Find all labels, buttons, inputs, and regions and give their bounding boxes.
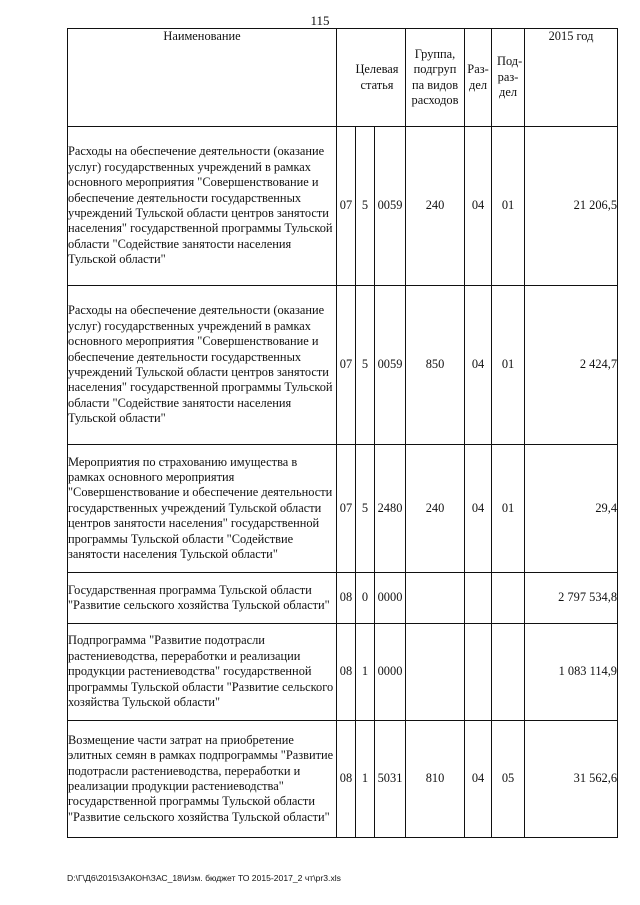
row-cs1: 08	[337, 721, 356, 838]
row-group: 850	[406, 286, 465, 445]
header-row	[68, 29, 618, 127]
header-name: Наименование	[68, 29, 337, 127]
header-group: Группа, подгруп па видов расходов	[406, 29, 465, 127]
row-subsection: 01	[492, 286, 525, 445]
row-subsection: 01	[492, 127, 525, 286]
row-amount: 21 206,5	[525, 127, 618, 286]
table-row	[68, 624, 618, 721]
row-section: 04	[465, 721, 492, 838]
row-group	[406, 624, 465, 721]
row-group: 240	[406, 445, 465, 573]
row-name: Мероприятия по страхованию имущества в рамках основного мероприятия "Совершенствование и обеспечение деятельности государственных учреждений Тульской области центров занятости населения" государственной программы Тульской области "Содействие занятости населения Тульской области"	[68, 445, 337, 573]
row-section: 04	[465, 127, 492, 286]
row-cs3: 5031	[375, 721, 406, 838]
header-year: 2015 год	[525, 29, 618, 127]
header-section: Раз- дел	[465, 29, 492, 127]
table-row	[68, 573, 618, 624]
row-subsection: 05	[492, 721, 525, 838]
table-row	[68, 286, 618, 445]
row-cs2: 0	[356, 573, 375, 624]
row-amount: 29,4	[525, 445, 618, 573]
row-section	[465, 573, 492, 624]
row-name: Расходы на обеспечение деятельности (оказание услуг) государственных учреждений в рамках основного мероприятия "Совершенствование и обеспечение деятельности государственных учреждений Тульской области центров занятости населения" государственной программы Тульской области "Содействие занятости населения Тульской области"	[68, 127, 337, 286]
row-section: 04	[465, 286, 492, 445]
header-subsection: Под- раз- дел	[492, 29, 525, 127]
row-cs2: 5	[356, 286, 375, 445]
row-section: 04	[465, 445, 492, 573]
row-name: Возмещение части затрат на приобретение элитных семян в рамках подпрограммы "Развитие подотрасли растениеводства, переработки и реализации продукции растениеводства" государственной программы Тульской области "Развитие сельского хозяйства Тульской области"	[68, 721, 337, 838]
row-cs2: 1	[356, 624, 375, 721]
row-cs1: 07	[337, 127, 356, 286]
header-target-article: Целевая статья	[337, 29, 406, 127]
row-cs1: 08	[337, 624, 356, 721]
row-cs3: 0059	[375, 286, 406, 445]
table-row	[68, 445, 618, 573]
row-cs2: 5	[356, 127, 375, 286]
row-subsection: 01	[492, 445, 525, 573]
budget-table	[67, 28, 618, 838]
row-cs1: 07	[337, 286, 356, 445]
row-subsection	[492, 573, 525, 624]
row-cs3: 0059	[375, 127, 406, 286]
row-cs3: 0000	[375, 573, 406, 624]
row-cs3: 2480	[375, 445, 406, 573]
row-section	[465, 624, 492, 721]
row-group: 810	[406, 721, 465, 838]
row-amount: 2 424,7	[525, 286, 618, 445]
table-row	[68, 721, 618, 838]
row-subsection	[492, 624, 525, 721]
page-number: 115	[310, 13, 330, 28]
row-amount: 1 083 114,9	[525, 624, 618, 721]
row-cs1: 07	[337, 445, 356, 573]
row-group	[406, 573, 465, 624]
table-row	[68, 127, 618, 286]
row-amount: 2 797 534,8	[525, 573, 618, 624]
row-cs3: 0000	[375, 624, 406, 721]
row-name: Подпрограмма "Развитие подотрасли растениеводства, переработки и реализации продукции растениеводства" государственной программы Тульской области "Развитие сельского хозяйства Тульской области"	[68, 624, 337, 721]
row-name: Государственная программа Тульской области "Развитие сельского хозяйства Тульской области"	[68, 573, 337, 624]
row-cs2: 5	[356, 445, 375, 573]
row-name: Расходы на обеспечение деятельности (оказание услуг) государственных учреждений в рамках основного мероприятия "Совершенствование и обеспечение деятельности государственных учреждений Тульской области центров занятости населения" государственной программы Тульской области "Содействие занятости населения Тульской области"	[68, 286, 337, 445]
row-cs2: 1	[356, 721, 375, 838]
row-group: 240	[406, 127, 465, 286]
row-amount: 31 562,6	[525, 721, 618, 838]
file-path-footer: D:\Г\Д6\2015\ЗАКОН\ЗАС_18\Изм. бюджет ТО 2015-2017_2 чт\pr3.xls	[67, 873, 341, 883]
row-cs1: 08	[337, 573, 356, 624]
